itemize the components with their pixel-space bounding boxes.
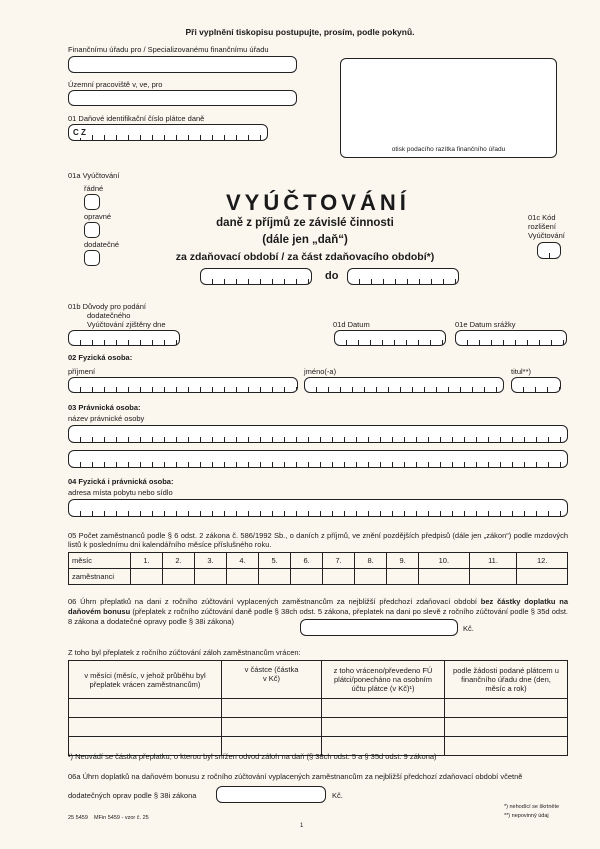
billing-type-label: 01a Vyúčtování [68, 171, 120, 180]
refund-col-request: podle žádosti podané plátcem u finančního úřadu dne (den, měsíc a rok) [445, 661, 568, 699]
refund-cell[interactable] [69, 699, 222, 718]
first-name-label: jméno(-a) [304, 367, 337, 376]
employee-count-cell[interactable] [195, 569, 227, 585]
refund-cell[interactable] [222, 718, 322, 737]
bonus-text-b: dodatečných oprav podle § 38i zákona [68, 791, 197, 800]
address-heading: 04 Fyzická i právnická osoba: [68, 477, 174, 486]
code-label-2: rozlišení [528, 222, 556, 231]
footnote-optional: **) nepovinný údaj [504, 813, 549, 819]
overpayment-text-bold: bez částky doplatku na daňovém bonusu [68, 597, 568, 616]
period-to-label: do [325, 270, 339, 282]
overpayment-currency: Kč. [463, 624, 474, 633]
dic-field[interactable] [68, 124, 268, 141]
employee-count-cell[interactable] [419, 569, 469, 585]
month-header: 12. [517, 553, 568, 569]
month-header: 3. [195, 553, 227, 569]
workplace-field[interactable] [68, 90, 297, 106]
refund-col-month: v měsíci (měsíc, v jehož průběhu byl přeplatek vrácen zaměstnancům) [69, 661, 222, 699]
title-line-2: (dále jen „daň“) [262, 234, 348, 246]
tax-office-label: Finančnímu úřadu pro / Specializovanému finančnímu úřadu [68, 45, 269, 54]
overpayment-amount-field[interactable] [300, 619, 458, 636]
refund-cell[interactable] [222, 699, 322, 718]
month-header: 9. [387, 553, 419, 569]
address-field[interactable] [68, 499, 568, 517]
bonus-text-a: 06a Úhrn doplatků na daňovém bonusu z ročního zúčtování vyplacených zaměstnancům za nejbližší předchozí zdaňovací období včetně [68, 772, 523, 781]
footnote-cross-out: *) nehodící se škrtněte [504, 804, 560, 810]
deduction-date-field[interactable] [455, 330, 567, 346]
employee-count-cell[interactable] [469, 569, 517, 585]
legal-name-label: název právnické osoby [68, 414, 145, 423]
address-label: adresa místa pobytu nebo sídlo [68, 488, 173, 497]
workplace-label: Územní pracoviště v, ve, pro [68, 80, 163, 89]
reasons-label: 01b Důvody pro podání [68, 302, 146, 311]
reasons-sub-label: dodatečného [87, 311, 131, 320]
overpayment-text-a: 06 Úhrn přeplatků na dani z ročního zúčtování vyplacených zaměstnancům za nejbližší předchozí zdaňovací období [68, 597, 477, 606]
period-to-field[interactable] [347, 268, 459, 285]
overpayment-text-b: (přeplatek z ročního zúčtování daně podle § 38ch odst. 5 zákona, přeplatek na dani po slevě z ročního zúčtování podle § 35d odst. 8 zákona a dodatečné opravy podle § 38i zákona) [68, 607, 568, 626]
month-header: 11. [469, 553, 517, 569]
option-regular-label: řádné [84, 184, 104, 193]
refund-cell[interactable] [322, 699, 445, 718]
refund-cell[interactable] [322, 718, 445, 737]
refund-cell[interactable] [445, 718, 568, 737]
employees-month-label: měsíc [69, 553, 131, 569]
refund-table-intro: Z toho byl přeplatek z ročního zúčtování záloh zaměstnancům vrácen: [68, 648, 301, 657]
month-header: 10. [419, 553, 469, 569]
dic-prefix: C Z [73, 128, 86, 137]
refund-cell[interactable] [69, 718, 222, 737]
date-field[interactable] [334, 330, 446, 346]
stamp-label: otisk podacího razítka finančního úřadu [391, 146, 506, 153]
stamp-area [340, 58, 557, 158]
first-name-field[interactable] [304, 377, 504, 393]
form-title: VYÚČTOVÁNÍ [226, 190, 410, 215]
month-header: 8. [355, 553, 387, 569]
option-corrective-checkbox[interactable] [84, 222, 100, 238]
academic-title-label: titul**) [511, 367, 532, 376]
dic-label: 01 Daňové identifikační číslo plátce daně [68, 114, 205, 123]
legal-person-heading: 03 Právnická osoba: [68, 403, 141, 412]
refund-footnote: ¹) Neuvádí se částka přeplatku, o kterou byl snížen odvod záloh na daň (§ 38ch odst. 5 a § 35d odst. 9 zákona) [68, 752, 437, 761]
employee-count-cell[interactable] [163, 569, 195, 585]
code-label-3: Vyúčtování [528, 231, 565, 240]
employees-count-label: zaměstnanci [69, 569, 131, 585]
employee-count-cell[interactable] [323, 569, 355, 585]
refund-cell[interactable] [445, 737, 568, 756]
form-code: 25 5459 MFin 5459 - vzor č. 25 [68, 815, 149, 821]
refund-col-amount: v částce (částka v Kč) [222, 661, 322, 699]
employees-table [68, 552, 568, 585]
option-corrective-label: opravné [84, 212, 112, 221]
academic-title-field[interactable] [511, 377, 561, 393]
bonus-currency: Kč. [332, 791, 343, 800]
page-number: 1 [300, 823, 304, 829]
employee-count-cell[interactable] [517, 569, 568, 585]
month-header: 1. [131, 553, 163, 569]
bonus-amount-field[interactable] [216, 786, 326, 803]
refund-col-returned: z toho vráceno/převedeno FÚ plátci/ponecháno na osobním účtu plátce (v Kč)¹) [322, 661, 445, 699]
employee-count-cell[interactable] [131, 569, 163, 585]
form-instruction: Při vyplnění tiskopisu postupujte, prosím, podle pokynů. [185, 27, 415, 37]
employee-count-cell[interactable] [387, 569, 419, 585]
refund-cell[interactable] [445, 699, 568, 718]
period-from-field[interactable] [200, 268, 312, 285]
title-line-1: daně z příjmů ze závislé činnosti [216, 217, 394, 229]
legal-name-field-1[interactable] [68, 425, 568, 443]
option-supplementary-label: dodatečné [84, 240, 120, 249]
option-supplementary-checkbox[interactable] [84, 250, 100, 266]
title-line-3: za zdaňovací období / za část zdaňovacího období*) [175, 251, 435, 263]
employee-count-cell[interactable] [291, 569, 323, 585]
legal-name-field-2[interactable] [68, 450, 568, 468]
code-label-1: 01c Kód [528, 213, 556, 222]
month-header: 7. [323, 553, 355, 569]
month-header: 2. [163, 553, 195, 569]
month-header: 6. [291, 553, 323, 569]
code-field[interactable] [537, 242, 561, 259]
refund-table [68, 660, 568, 756]
option-regular-checkbox[interactable] [84, 194, 100, 210]
employee-count-cell[interactable] [355, 569, 387, 585]
deduction-date-label: 01e Datum srážky [455, 320, 516, 329]
date-label: 01d Datum [333, 320, 370, 329]
natural-person-heading: 02 Fyzická osoba: [68, 353, 133, 362]
surname-label: příjmení [68, 367, 96, 376]
employee-count-cell[interactable] [259, 569, 291, 585]
employee-count-cell[interactable] [227, 569, 259, 585]
tax-office-field[interactable] [68, 56, 297, 73]
surname-field[interactable] [68, 377, 298, 393]
reasons-found-date-field[interactable] [68, 330, 180, 346]
reasons-found-label: Vyúčtování zjištěny dne [87, 320, 166, 329]
employees-text: 05 Počet zaměstnanců podle § 6 odst. 2 zákona č. 586/1992 Sb., o daních z příjmů, ve znění pozdějších předpisů (dále jen „zákon“) podle mzdových listů k poslednímu dni kalendářního měsíce příslušného roku. [68, 531, 568, 549]
month-header: 4. [227, 553, 259, 569]
month-header: 5. [259, 553, 291, 569]
